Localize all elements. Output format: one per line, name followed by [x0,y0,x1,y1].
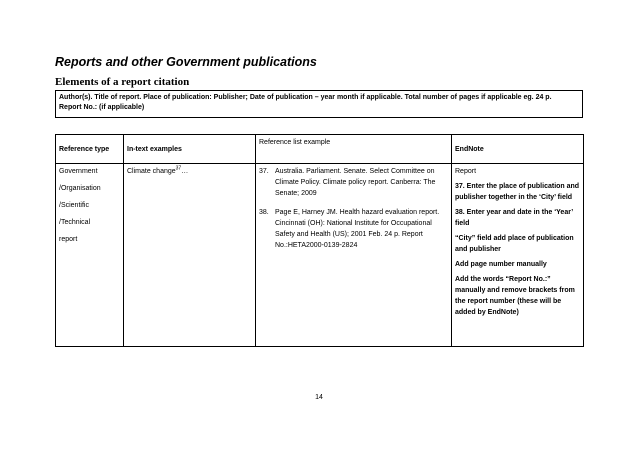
endnote-line: 38. Enter year and date in the ‘Year’ field [455,209,573,227]
intext-text: Climate change [127,168,176,175]
section-title: Reports and other Government publications [55,55,317,69]
cell-reference-list [256,164,452,347]
reference-number: 38. [259,209,269,216]
cell-endnote [452,164,584,347]
section-subtitle: Elements of a report citation [55,76,190,88]
cell-reference-type [56,164,124,347]
citation-elements-box [55,90,583,118]
citation-elements-line: Author(s). Title of report. Place of publication: Publisher; Date of publication – year month if applicable. Total number of pages if applicable eg. 24 p. [59,94,552,101]
header-endnote: EndNote [452,135,584,164]
type-line: /Technical [59,219,91,226]
header-reference-list-example: Reference list example [256,135,452,164]
intext-suffix: … [181,168,189,175]
endnote-line: “City” field add place of publication and publisher [455,235,574,253]
header-reference-type: Reference type [56,135,124,164]
reference-number: 37. [259,168,269,175]
endnote-line: Report [455,168,477,175]
reference-item [259,166,448,199]
endnote-line: Add the words “Report No.:” manually and remove brackets from the report number (these will be added by EndNote) [455,276,575,316]
table-row [56,164,584,347]
table-header-row [56,135,584,164]
citation-table [55,134,584,347]
reference-item [259,207,448,251]
endnote-line: 37. Enter the place of publication and publisher together in the ‘City’ field [455,183,580,201]
reference-text: Australia. Parliament. Senate. Select Committee on Climate Policy. Climate policy report. Canberra: The Senate; 2009 [275,168,436,197]
type-line: Government [59,168,98,175]
type-line: report [59,236,78,243]
endnote-line: Add page number manually [455,261,547,268]
intext-superscript: 37 [175,165,182,172]
type-line: /Scientific [59,202,89,209]
cell-intext-example [124,164,256,347]
reference-text: Page E, Harney JM. Health hazard evaluation report. Cincinnati (OH): National Institute for Occupational Safety and Health (US); 2001 Feb. 24 p. Report No.:HETA2000-0139-2824 [275,209,440,249]
page-number: 14 [315,394,323,401]
header-intext-examples: In-text examples [124,135,256,164]
type-line: /Organisation [59,185,101,192]
citation-elements-line: Report No.: (if applicable) [59,104,145,111]
